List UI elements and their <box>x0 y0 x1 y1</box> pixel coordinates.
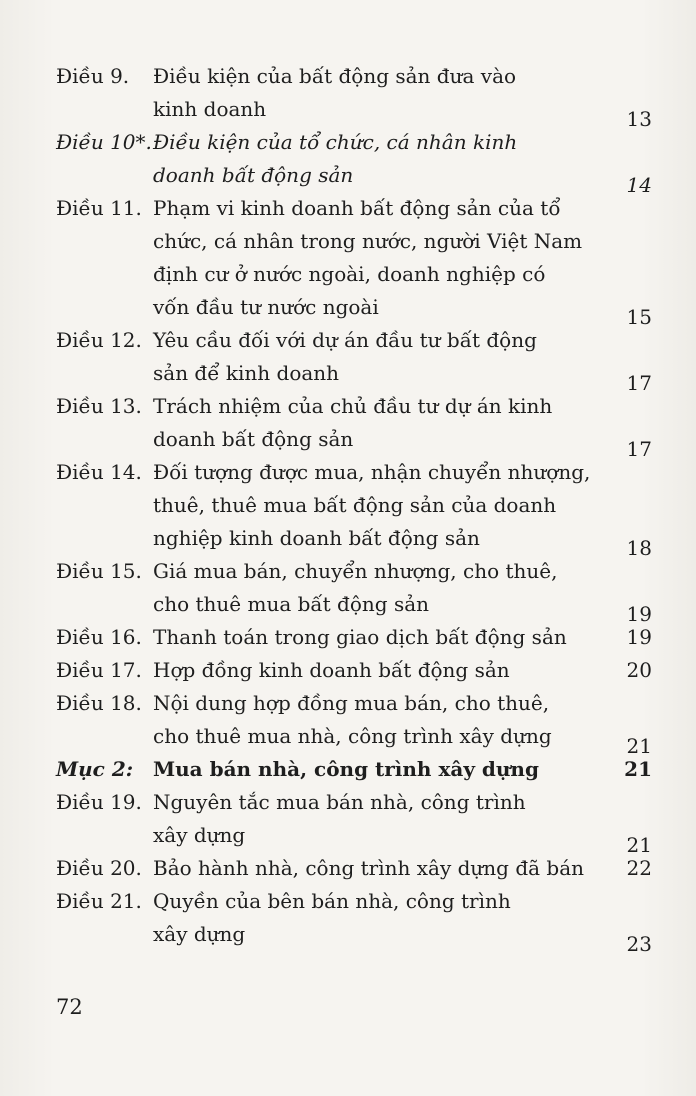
toc-entry <box>56 192 652 329</box>
toc-entry <box>56 456 652 560</box>
toc-entry-title-line: Trách nhiệm của chủ đầu tư dự án kinh <box>153 394 553 418</box>
toc-entry <box>56 786 652 857</box>
toc-entry-title-line: Yêu cầu đối với dự án đầu tư bất động <box>153 328 537 352</box>
toc-entry-label: Điều 11. <box>56 196 142 220</box>
toc-entry-label: Điều 13. <box>56 394 142 418</box>
toc-entry <box>56 852 652 885</box>
toc-entry-page: 14 <box>626 173 652 197</box>
toc-entry-title <box>153 687 616 753</box>
toc-entry-title-line: Mua bán nhà, công trình xây dựng <box>153 757 539 781</box>
toc-entry-label: Điều 10*. <box>56 130 152 154</box>
toc-entry-label: Điều 18. <box>56 691 142 715</box>
toc-entry-page: 21 <box>626 833 652 857</box>
toc-entry-title <box>153 390 616 456</box>
toc-entry-title <box>153 786 616 852</box>
toc-entry <box>56 60 652 131</box>
toc-entry-title <box>153 456 616 555</box>
toc-entry <box>56 324 652 395</box>
toc-entry-title-line: kinh doanh <box>153 97 267 121</box>
toc-entry-title-line: Nguyên tắc mua bán nhà, công trình <box>153 790 526 814</box>
toc-entry-title-line: Bảo hành nhà, công trình xây dựng đã bán <box>153 856 585 880</box>
toc-entry-label: Điều 20. <box>56 856 142 880</box>
toc-entry-page: 23 <box>626 932 652 956</box>
toc-entry-page: 21 <box>624 757 652 781</box>
toc-entry-title <box>153 60 616 126</box>
toc-entry-page: 20 <box>626 658 652 682</box>
toc-entry-title-line: chức, cá nhân trong nước, người Việt Nam <box>153 229 583 253</box>
toc-entry-label: Điều 9. <box>56 64 130 88</box>
toc-entry-page: 22 <box>626 856 652 880</box>
toc-entry-title <box>153 192 616 324</box>
toc-entry-title-line: thuê, thuê mua bất động sản của doanh <box>153 493 557 517</box>
toc-entry-label: Điều 15. <box>56 559 142 583</box>
toc-entry-title-line: sản để kinh doanh <box>153 361 340 385</box>
toc-entry-title <box>153 885 616 951</box>
toc-entry-label: Điều 19. <box>56 790 142 814</box>
toc-entry-title-line: cho thuê mua nhà, công trình xây dựng <box>153 724 552 748</box>
toc-entry-page: 19 <box>626 602 652 626</box>
toc-entry <box>56 885 652 956</box>
toc-entry-title-line: Hợp đồng kinh doanh bất động sản <box>153 658 510 682</box>
toc-entry <box>56 621 652 654</box>
toc-entry-title-line: cho thuê mua bất động sản <box>153 592 430 616</box>
toc-entry <box>56 126 652 197</box>
toc-entry-title-line: Giá mua bán, chuyển nhượng, cho thuê, <box>153 559 558 583</box>
toc-entry-title <box>153 621 616 654</box>
toc-entry <box>56 654 652 687</box>
toc-entry <box>56 687 652 758</box>
toc-entry-title-line: doanh bất động sản <box>153 163 354 187</box>
toc-entry-label: Điều 14. <box>56 460 142 484</box>
toc-entry-label: Điều 16. <box>56 625 142 649</box>
toc-entry-label: Điều 21. <box>56 889 142 913</box>
toc-entry-title-line: Điều kiện của tổ chức, cá nhân kinh <box>153 130 518 154</box>
toc-entry-title-line: Phạm vi kinh doanh bất động sản của tổ <box>153 196 561 220</box>
toc-entry-title <box>153 654 616 687</box>
toc-entry-page: 17 <box>626 437 652 461</box>
toc-entry-title <box>153 852 616 885</box>
toc-section-heading <box>56 753 652 786</box>
page-number: 72 <box>56 995 83 1019</box>
toc-entry-page: 13 <box>626 107 652 131</box>
toc-entry-title-line: Đối tượng được mua, nhận chuyển nhượng, <box>153 460 591 484</box>
toc-entry <box>56 555 652 626</box>
toc-entry-title <box>153 555 616 621</box>
toc-entry-title-line: Quyền của bên bán nhà, công trình <box>153 889 511 913</box>
toc-entry-title-line: xây dựng <box>153 922 246 946</box>
toc-entry-page: 21 <box>626 734 652 758</box>
toc-entry-title-line: Thanh toán trong giao dịch bất động sản <box>153 625 567 649</box>
toc-entry-page: 19 <box>626 625 652 649</box>
toc-entry-title-line: định cư ở nước ngoài, doanh nghiệp có <box>153 262 546 286</box>
toc-entry <box>56 390 652 461</box>
toc-entry-title <box>153 753 616 786</box>
toc-entry-title-line: Điều kiện của bất động sản đưa vào <box>153 64 517 88</box>
toc-entry-title-line: xây dựng <box>153 823 246 847</box>
toc-entry-title <box>153 126 616 192</box>
toc-entry-label: Mục 2: <box>56 757 134 781</box>
toc-entry-label: Điều 17. <box>56 658 142 682</box>
toc-entry-title-line: nghiệp kinh doanh bất động sản <box>153 526 480 550</box>
toc-entry-title-line: Nội dung hợp đồng mua bán, cho thuê, <box>153 691 550 715</box>
table-of-contents <box>56 60 652 956</box>
toc-entry-title <box>153 324 616 390</box>
toc-entry-page: 18 <box>626 536 652 560</box>
toc-entry-title-line: doanh bất động sản <box>153 427 354 451</box>
toc-entry-page: 17 <box>626 371 652 395</box>
toc-entry-label: Điều 12. <box>56 328 142 352</box>
toc-entry-page: 15 <box>626 305 652 329</box>
toc-entry-title-line: vốn đầu tư nước ngoài <box>153 295 379 319</box>
